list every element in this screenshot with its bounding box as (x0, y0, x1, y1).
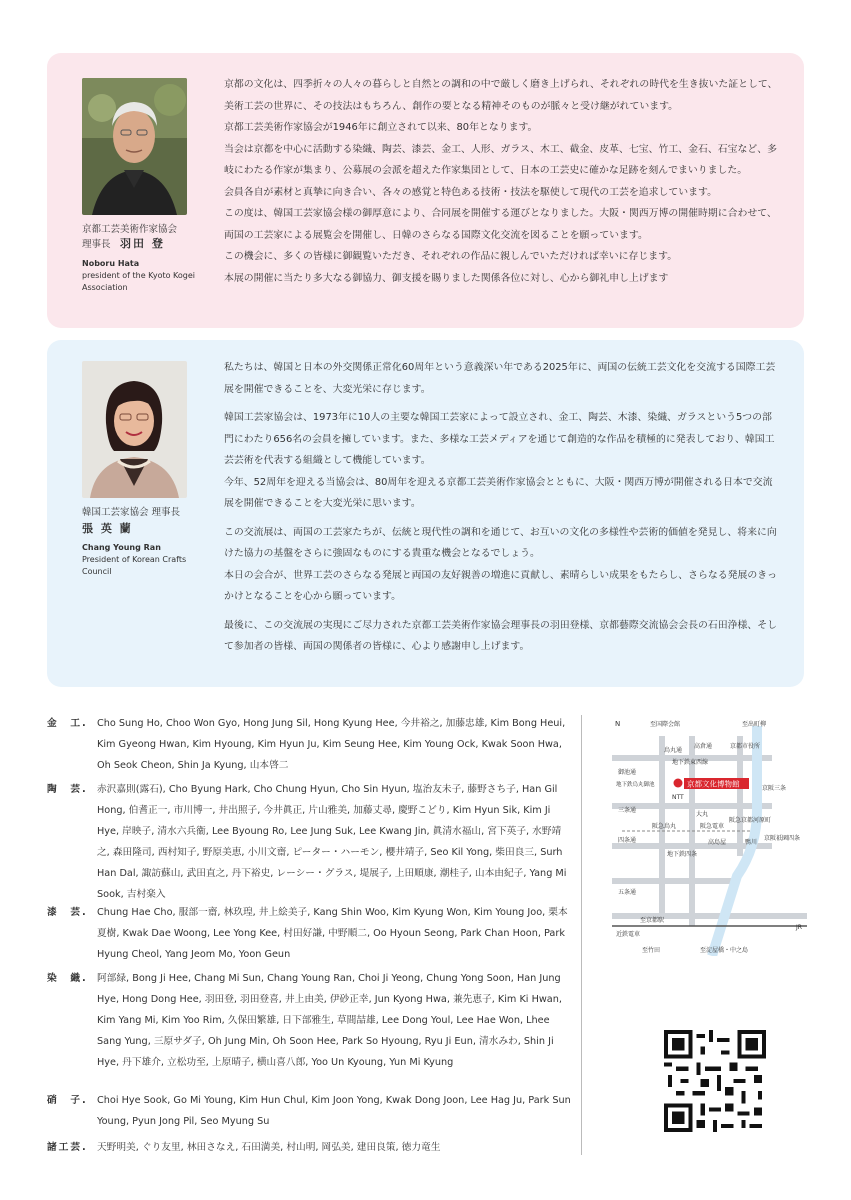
category-label: 硝 子. (47, 1095, 88, 1106)
person-name: 羽田 登 (120, 237, 165, 250)
map-label: 烏丸通 (664, 747, 683, 754)
column-divider (581, 715, 582, 1155)
map-label: 地下鉄烏丸御池 (616, 782, 655, 788)
artist-names: 赤沢嘉則(露石), Cho Byung Hark, Cho Chung Hyun, Cho Sin Hyun, 塩治友未子, 藤野さち子, Han Gil Hong, 伯耆正一, 市川博一, 井出照子, 今井眞正, 片山雅美, 加藤丈尋, 慶野こどり, Kim Hyun Sik, Kim Ji Hye, 岸映子, 清水六兵衞, Lee Byoung Ro, Lee Jung Suk, Lee Kwang Jin, 眞清水福山, 宮下英子, 水野靖之, 森田隆司, 西村知子, 野原美恵, 小川文齋, ピーター・ハーモン, 櫻井靖子, Seo Kil Yong, 柴田良三, Surh Han Dal, 諏訪蘇山, 武田直之, 丹下裕史, レーシー・グラス, 堤展子, 上田順康, 潮桂子, 山本由紀子, Yang Mi Sook, 吉村楽入 (97, 784, 567, 900)
paragraph: この機会に、多くの皆様に御観覧いただき、それぞれの作品に親しんでいただければ幸いに存じます。 (224, 251, 678, 262)
artist-category-glass (47, 1090, 572, 1132)
artist-category-ceramics (47, 779, 572, 905)
map-label: 近鉄電車 (616, 931, 641, 938)
map-label: 地下鉄四条 (667, 851, 698, 858)
access-map (612, 716, 807, 956)
map-label: 高倉通 (694, 743, 713, 750)
org-name: 京都工芸美術作家協会 (82, 224, 178, 235)
greeting-text-hata (224, 74, 779, 289)
map-label: 京阪三条 (762, 785, 787, 792)
museum-dot (674, 779, 683, 788)
role-title: 理事長 (82, 239, 111, 250)
map-label: 阪急電車 (700, 823, 725, 830)
map-label: NTT (672, 794, 684, 801)
portrait-hata (82, 78, 187, 215)
map-label: 至出町柳 (742, 721, 767, 728)
role-title: 理事長 (151, 507, 181, 518)
map-label: 地下鉄東西線 (672, 759, 709, 766)
category-label: 染 織. (47, 973, 88, 984)
map-label: 大丸 (696, 811, 709, 818)
map-label: 鴨川 (745, 839, 758, 846)
map-label: 至国際会館 (650, 721, 681, 728)
map-label: 阪急烏丸 (652, 823, 677, 830)
person-info-hata (82, 223, 212, 294)
paragraph: 今年、52周年を迎える当協会は、80周年を迎える京都工芸美術作家協会とともに、大阪・関西万博が開催される日本で交流展を開催できることを大変光栄に思います。 (224, 476, 773, 509)
paragraph: 本展の開催に当たり多大なる御協力、御支援を賜りました関係各位に対し、心から御礼申し上げます (224, 272, 669, 284)
museum-label: 京都文化博物館 (687, 779, 740, 789)
category-label: 陶 芸. (47, 784, 88, 795)
en-name: Chang Young Ran (82, 543, 161, 552)
paragraph: 会員各自が素材と真摯に向き合い、各々の感覚と特色ある技術・技法を駆使して現代の工芸を追求しています。 (224, 186, 717, 198)
map-label: 御池通 (618, 769, 637, 776)
map-label: JR (796, 924, 802, 931)
person-info-chang (82, 506, 212, 578)
en-name: Noboru Hata (82, 259, 140, 268)
artist-category-textile (47, 968, 572, 1073)
paragraph: 京都工芸美術作家協会が1946年に創立されて以来、80年となります。 (224, 122, 538, 133)
artist-names: Chung Hae Cho, 服部一齋, 林玖瑝, 井上絵美子, Kang Shin Woo, Kim Kyung Won, Kim Young Joo, 栗本夏樹, Kwak Dae Woong, Lee Yong Kee, 村田好謙, 中野順二, Oo Hyoun Seong, Park Chan Hoon, Park Hyung Cheol, Yang Jeom Mo, Yoon Geun (97, 907, 568, 960)
map-label: 至京都駅 (640, 917, 665, 924)
artist-category-metal (47, 713, 572, 776)
paragraph: 私たちは、韓国と日本の外交関係正常化60周年という意義深い年である2025年に、両国の伝統工芸文化を交流する国際工芸展を開催できることを、大変光栄に存じます。 (224, 362, 776, 395)
category-label: 諸工芸. (47, 1142, 88, 1153)
map-label: 至竹田 (642, 947, 661, 954)
paragraph: 京都の文化は、四季折々の人々の暮らしと自然との調和の中で厳しく磨き上げられ、それぞれの時代を生き抜いた証として、美術工芸の世界に、その技法はもちろん、創作の要となる精神そのものが脈々と受け継がれています。 (224, 79, 778, 112)
en-title: president of the Kyoto Kogei Association (82, 271, 196, 292)
greeting-text-chang (224, 357, 779, 658)
greeting-card-hata (47, 53, 804, 328)
map-label: 京阪祇園四条 (764, 835, 801, 842)
map-label: 阪急京都河原町 (729, 817, 772, 824)
category-label: 金 工. (47, 718, 88, 729)
person-name: 張 英 蘭 (82, 522, 133, 535)
artist-names: Cho Sung Ho, Choo Won Gyo, Hong Jung Sil, Hong Kyung Hee, 今井裕之, 加藤忠雄, Kim Bong Heui, Kim Gyeong Hwan, Kim Hyoung, Kim Hyun Ju, Kim Seung Hee, Kim Young Ock, Kwak Soon Hwa, Oh Seok Cheon, Shin Ja Kyung, 山本啓二 (97, 718, 566, 771)
artist-category-misc (47, 1137, 572, 1158)
map-label: 至淀屋橋・中之島 (700, 947, 749, 954)
north-label: N (615, 720, 621, 728)
qr-code[interactable] (664, 1030, 766, 1132)
paragraph: 本日の会合が、世界工芸のさらなる発展と両国の友好親善の増進に貢献し、素晴らしい成果をもたらし、さらなる発展のきっかけとなることを心から願っています。 (224, 569, 778, 602)
artist-names: 天野明美, ぐり友里, 林田さなえ, 石田満美, 村山明, 岡弘美, 建田良策, 徳力竜生 (97, 1142, 441, 1153)
map-label: 四条通 (618, 837, 637, 844)
en-title: President of Korean Crafts Council (82, 555, 187, 576)
artist-names: 阿部緑, Bong Ji Hee, Chang Mi Sun, Chang Young Ran, Choi Ji Yeong, Chung Yong Soon, Han Jung Hye, Hong Dong Hee, 羽田登, 羽田登喜, 井上由美, 伊砂正幸, Jun Kyong Hwa, 兼先恵子, Kim Ki Hwan, Kim Yang Mi, Kim Yoo Rim, 久保田繁雄, 日下部雅生, 草間喆雄, Lee Dong Youl, Lee Hae Won, Lhee Sang Yung, 三原サダ子, Oh Jung Min, Oh Soon Hee, Park So Hyoung, Ryu Ji Eun, 清水みわ, Shin Ji Hye, 丹下雄介, 立松功至, 上原晴子, 横山喜八郎, Yoo Un Kyoung, Yun Mi Kyung (97, 973, 562, 1068)
paragraph: 最後に、この交流展の実現にご尽力された京都工芸美術作家協会理事長の羽田登様、京都藝際交流協会会長の石田浄様、そして参加者の皆様、両国の関係者の皆様に、心より感謝申し上げます。 (224, 619, 778, 652)
org-name: 韓国工芸家協会 (82, 507, 149, 518)
map-label: 五条通 (618, 889, 637, 896)
map-label: 三条通 (618, 807, 637, 814)
artist-names: Choi Hye Sook, Go Mi Young, Kim Hun Chul, Kim Joon Yong, Kwak Dong Joon, Lee Hag Ju, Park Sun Young, Pyun Jong Pil, Seo Myung Su (97, 1095, 571, 1127)
map-label: 高島屋 (708, 839, 727, 846)
paragraph: この度は、韓国工芸家協会様の御厚意により、合同展を開催する運びとなりました。大阪・関西万博の開催時期に合わせて、両国の工芸家による展覧会を開催し、日韓のさらなる国際文化交流を図ることを願っています。 (224, 208, 777, 241)
greeting-card-chang (47, 340, 804, 687)
paragraph: 当会は京都を中心に活動する染織、陶芸、漆芸、金工、人形、ガラス、木工、截金、皮革、七宝、竹工、金石、石宝など、多岐にわたる作家が集まり、公募展の会派を超えた作家集団として、日本の工芸史に確かな足跡を刻んでまいりました。 (224, 143, 778, 176)
paragraph: この交流展は、両国の工芸家たちが、伝統と現代性の調和を通じて、お互いの文化の多様性や芸術的価値を発見し、将来に向けた協力の基盤をさらに強固なものにする貴重な機会となるでしょう。 (224, 526, 777, 559)
paragraph: 韓国工芸家協会は、1973年に10人の主要な韓国工芸家によって設立され、金工、陶芸、木漆、染織、ガラスという5つの部門にわたり656名の会員を擁しています。また、多様な工芸メディアを通じて創造的な作品を積極的に発表しており、韓国工芸芸術を代表する組織として機能しています。 (224, 412, 775, 466)
artist-category-lacquer (47, 902, 572, 965)
portrait-chang (82, 361, 187, 498)
map-label: 京都市役所 (730, 743, 761, 750)
category-label: 漆 芸. (47, 907, 88, 918)
